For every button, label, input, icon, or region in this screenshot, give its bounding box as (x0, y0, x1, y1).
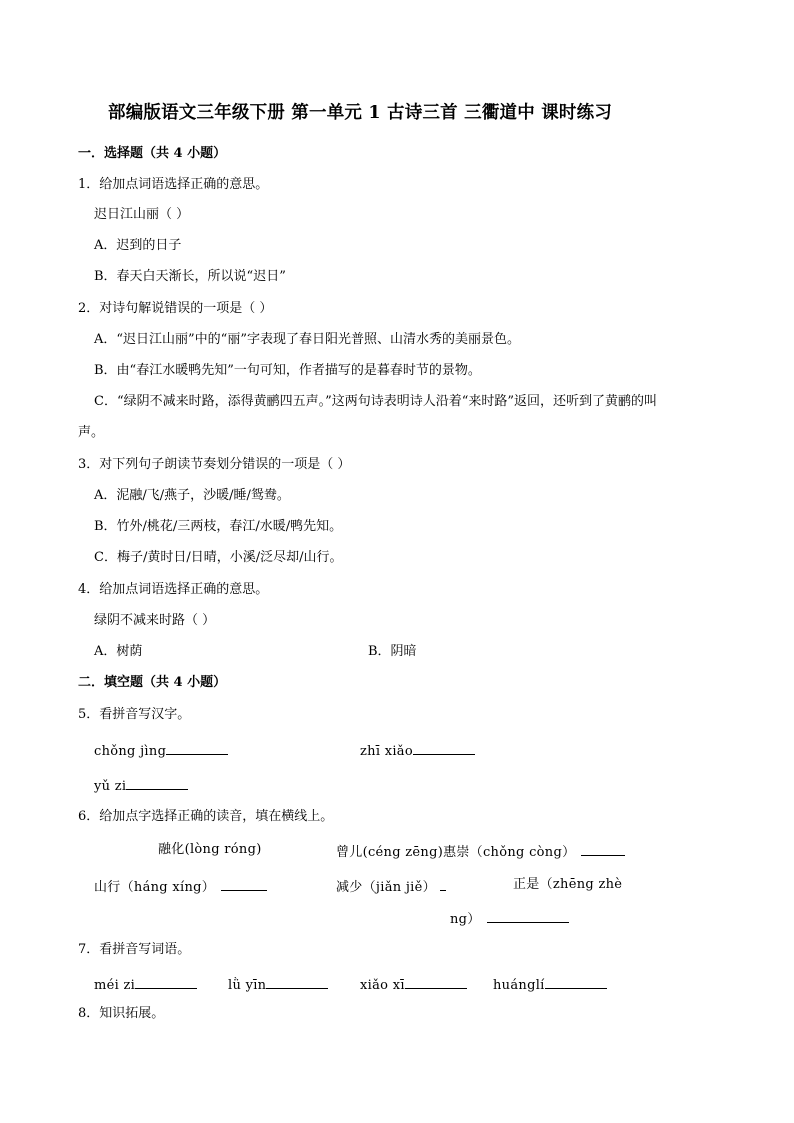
pinyin: huánglí (493, 978, 545, 993)
q2-option-c-continued: 声。 (78, 425, 105, 440)
q1-option-b: B．春天白天渐长，所以说“迟日” (94, 269, 286, 284)
q5-stem: 5．看拼音写汉字。 (78, 707, 191, 722)
q3-option-a: A．泥融/飞/燕子，沙暖/睡/鸳鸯。 (94, 488, 290, 503)
q6-stem: 6．给加点字选择正确的读音，填在横线上。 (78, 809, 334, 824)
q5-item-1 (94, 740, 228, 761)
q6-item-3 (94, 876, 267, 897)
q6-item-2 (336, 841, 625, 862)
q5-item-3 (94, 775, 188, 796)
answer-blank[interactable] (581, 841, 625, 856)
pinyin: ng） (450, 912, 481, 927)
answer-blank[interactable] (545, 974, 607, 989)
q1-phrase: 迟日江山丽（ ） (94, 207, 190, 222)
pinyin: 曾儿(céng zēng)惠崇（chǒng còng） (336, 845, 576, 860)
answer-blank[interactable] (221, 876, 267, 891)
pinyin: yǔ zi (94, 779, 127, 794)
q2-option-a: A．“迟日江山丽”中的“丽”字表现了春日阳光普照、山清水秀的美丽景色。 (94, 332, 520, 347)
q3-option-b: B．竹外/桃花/三两枝，春江/水暖/鸭先知。 (94, 519, 343, 534)
q7-item-4 (493, 974, 607, 995)
q2-stem: 2．对诗句解说错误的一项是（ ） (78, 301, 273, 316)
q7-item-3 (360, 974, 467, 995)
answer-blank[interactable] (166, 740, 228, 755)
q2-option-b: B．由“春江水暖鸭先知”一句可知，作者描写的是暮春时节的景物。 (94, 363, 481, 378)
q4-option-b: B．阴暗 (368, 644, 417, 659)
section-heading-choice: 一．选择题（共 4 小题） (78, 146, 227, 161)
page-title: 部编版语文三年级下册 第一单元 1 古诗三首 三衢道中 课时练习 (108, 103, 613, 123)
pinyin: 山行（háng xíng） (94, 880, 216, 895)
q4-option-a: A．树荫 (94, 644, 143, 659)
pinyin: zhī xiǎo (360, 744, 413, 759)
q3-stem: 3．对下列句子朗读节奏划分错误的一项是（ ） (78, 457, 351, 472)
pinyin: lǜ yīn (228, 978, 267, 993)
answer-blank[interactable] (487, 908, 569, 923)
answer-blank[interactable] (413, 740, 475, 755)
answer-blank[interactable] (405, 974, 467, 989)
q6-item-1: 融化(lòng róng) (158, 842, 262, 857)
q7-item-2 (228, 974, 328, 995)
q4-stem: 4．给加点词语选择正确的意思。 (78, 582, 269, 597)
pinyin: 减少（jiǎn jiě） (336, 880, 436, 895)
q6-item-5: 正是（zhēng zhè (513, 877, 623, 892)
q5-item-2 (360, 740, 475, 761)
answer-blank[interactable] (266, 974, 328, 989)
q7-item-1 (94, 974, 197, 995)
q1-stem: 1．给加点词语选择正确的意思。 (78, 177, 269, 192)
answer-blank[interactable] (126, 775, 188, 790)
pinyin: xiǎo xī (360, 978, 405, 993)
q8-stem: 8．知识拓展。 (78, 1006, 165, 1021)
q2-option-c: C．“绿阴不减来时路，添得黄鹂四五声。”这两句诗表明诗人沿着“来时路”返回，还听到了黄鹂的叫 (94, 394, 658, 409)
q7-stem: 7．看拼音写词语。 (78, 942, 191, 957)
answer-blank[interactable] (440, 876, 446, 891)
section-heading-fill: 二．填空题（共 4 小题） (78, 675, 227, 690)
q6-item-4 (336, 876, 446, 897)
q6-item-5-continued (450, 908, 569, 929)
answer-blank[interactable] (135, 974, 197, 989)
q3-option-c: C．梅子/黄时日/日晴，小溪/泛尽却/山行。 (94, 550, 343, 565)
pinyin: chǒng jìng (94, 744, 167, 759)
q1-option-a: A．迟到的日子 (94, 238, 182, 253)
pinyin: méi zi (94, 978, 136, 993)
q4-phrase: 绿阴不减来时路（ ） (94, 613, 216, 628)
